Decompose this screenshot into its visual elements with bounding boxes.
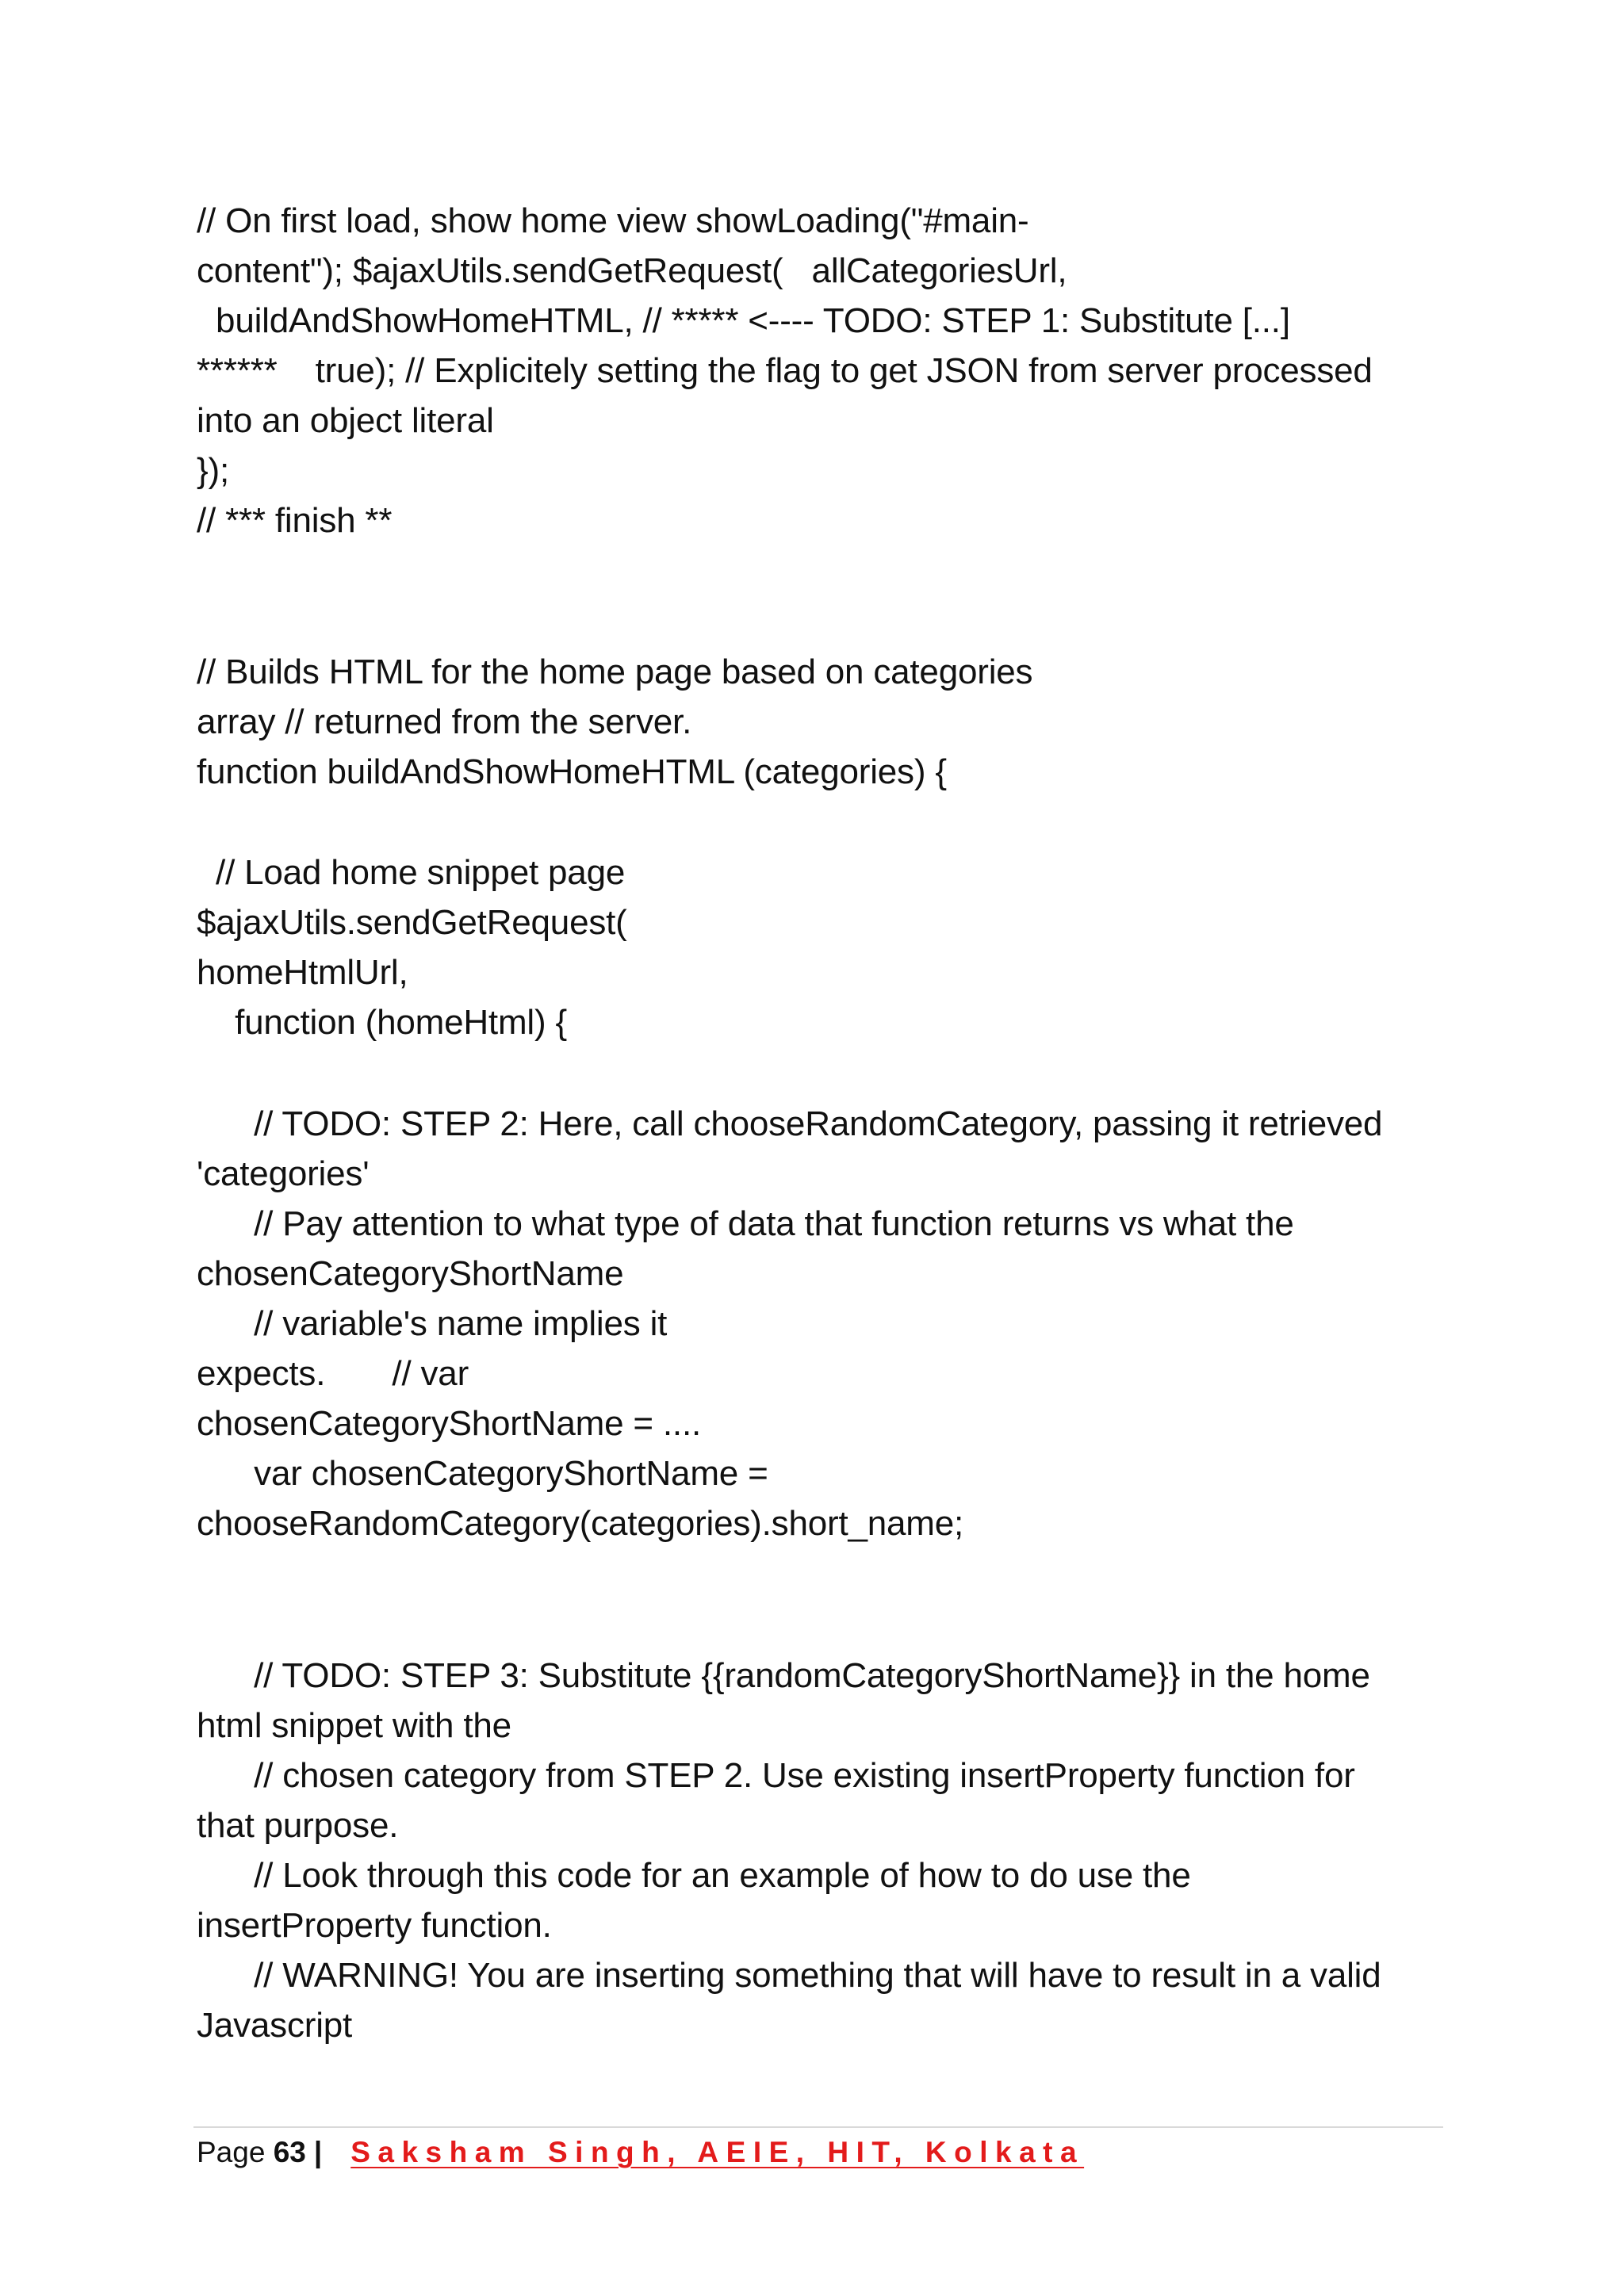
code-line: // chosen category from STEP 2. Use existing insertProperty function for [197,1756,1355,1795]
page-footer [197,2133,1084,2172]
code-line: into an object literal [197,401,494,440]
code-line: // Look through this code for an example of how to do use the [197,1856,1191,1895]
code-line: homeHtmlUrl, [197,953,408,992]
code-line: // Pay attention to what type of data that function returns vs what the [197,1204,1294,1243]
code-line: // TODO: STEP 2: Here, call chooseRandomCategory, passing it retrieved [197,1104,1383,1143]
code-line: $ajaxUtils.sendGetRequest( [197,903,627,942]
code-line: buildAndShowHomeHTML, // ***** <---- TODO: STEP 1: Substitute [...] [197,301,1290,340]
footer-divider [193,2126,1443,2128]
footer-separator: | [313,2136,323,2168]
code-line: Javascript [197,2006,353,2045]
code-line: // On first load, show home view showLoading("#main- [197,201,1029,240]
code-line: // variable's name implies it [197,1304,668,1343]
code-line: // *** finish ** [197,501,393,540]
code-line: chosenCategoryShortName [197,1254,624,1293]
code-line: content"); $ajaxUtils.sendGetRequest( allCategoriesUrl, [197,251,1067,290]
code-line: chooseRandomCategory(categories).short_name; [197,1504,964,1543]
code-line: array // returned from the server. [197,702,692,741]
code-line: ****** true); // Explicitely setting the flag to get JSON from server processed [197,351,1373,390]
code-line: 'categories' [197,1154,370,1193]
code-line: html snippet with the [197,1706,511,1745]
code-line: // Load home snippet page [197,853,626,892]
code-line: function buildAndShowHomeHTML (categories) { [197,752,947,791]
code-line: // WARNING! You are inserting something that will have to result in a valid [197,1956,1381,1995]
code-line: chosenCategoryShortName = .... [197,1404,701,1443]
code-line: that purpose. [197,1806,399,1845]
page-number: 63 [273,2136,306,2168]
code-line: // Builds HTML for the home page based on categories [197,652,1033,691]
code-line: expects. // var [197,1354,469,1393]
code-line: insertProperty function. [197,1906,552,1945]
code-line: var chosenCategoryShortName = [197,1454,768,1493]
code-line: }); [197,451,229,490]
code-line: function (homeHtml) { [197,1003,567,1042]
code-line: // TODO: STEP 3: Substitute {{randomCategoryShortName}} in the home [197,1656,1370,1695]
author-credit: Saksham Singh, AEIE, HIT, Kolkata [350,2136,1085,2168]
page-label: Page [197,2136,266,2168]
